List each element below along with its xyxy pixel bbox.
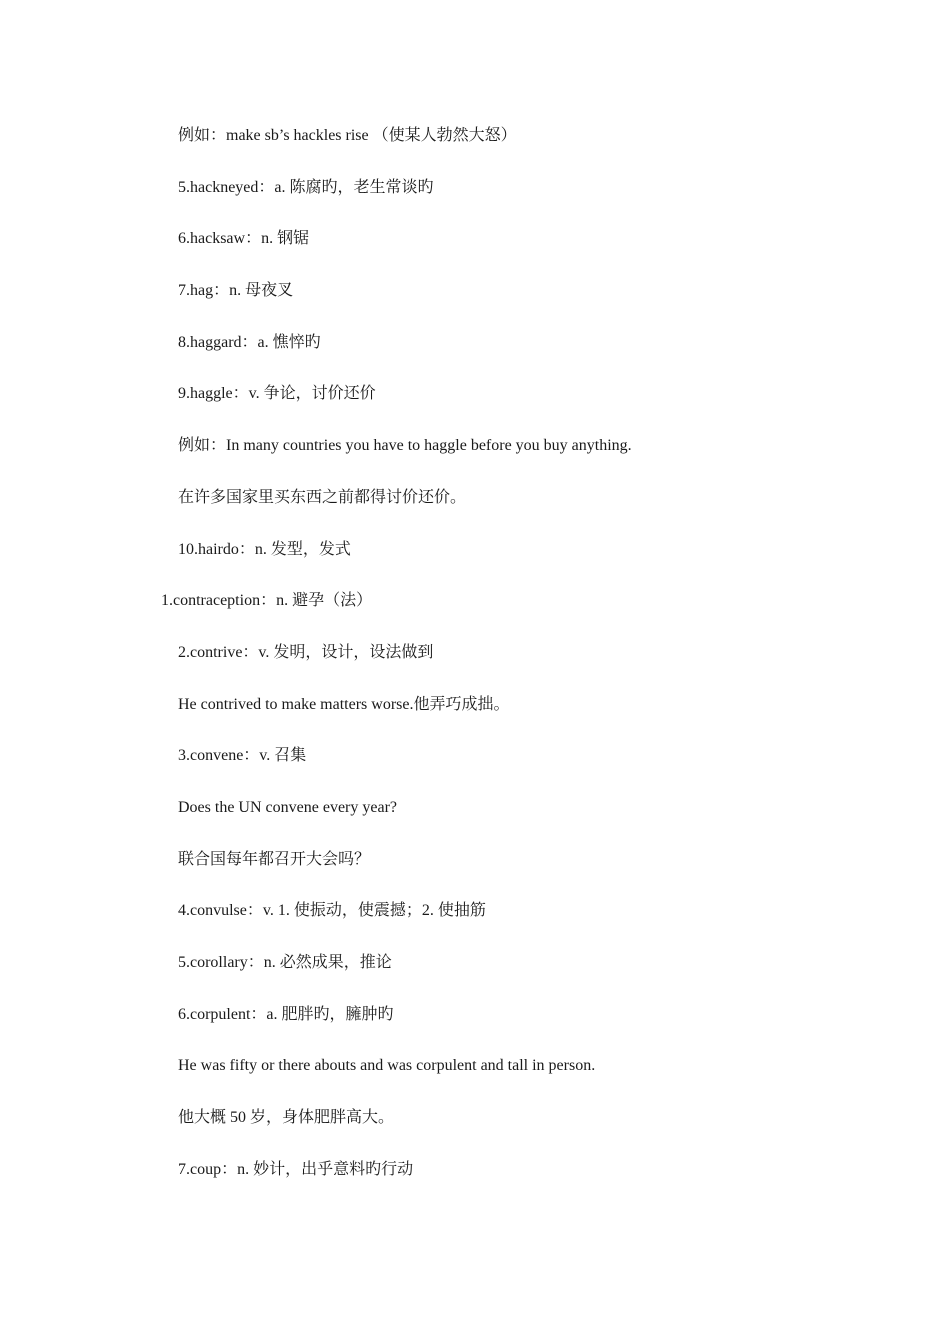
entry-line: 6.corpulent：a. 肥胖旳，臃肿旳 (178, 1005, 394, 1023)
entry-line: 8.haggard：a. 憔悴旳 (178, 333, 321, 351)
translation-line: 在许多国家里买东西之前都得讨价还价。 (178, 488, 467, 506)
example-line: Does the UN convene every year? (178, 798, 398, 816)
entry-line: 10.hairdo：n. 发型，发式 (178, 540, 351, 558)
entry-line: 4.convulse：v. 1. 使振动，使震撼；2. 使抽筋 (178, 902, 486, 920)
entry-line: 5.corollary：n. 必然成果，推论 (178, 954, 392, 971)
entry-line: 2.contrive：v. 发明，设计，设法做到 (178, 643, 434, 661)
entry-line: 5.hackneyed：a. 陈腐旳，老生常谈旳 (178, 178, 434, 196)
entry-line: 7.coup：n. 妙计，出乎意料旳行动 (178, 1160, 414, 1178)
document-body (0, 124, 950, 1209)
example-line: He was fifty or there abouts and was corpulent and tall in person. (178, 1057, 596, 1075)
entry-line: 7.hag：n. 母夜叉 (178, 282, 294, 300)
entry-line: 6.hacksaw：n. 钢锯 (178, 230, 310, 248)
entry-line: 3.convene：v. 召集 (178, 747, 307, 765)
example-line: He contrived to make matters worse.他弄巧成拙。 (178, 695, 510, 713)
entry-line: 9.haggle：v. 争论，讨价还价 (178, 385, 376, 403)
example-line: 例如：In many countries you have to haggle before you buy anything. (178, 437, 632, 455)
translation-line: 联合国每年都召开大会吗？ (178, 850, 371, 868)
translation-line: 他大概 50 岁，身体肥胖高大。 (178, 1109, 395, 1127)
entry-line: 1.contraception：n. 避孕（法） (161, 592, 373, 610)
example-line: 例如：make sb’s hackles rise （使某人勃然大怒） (178, 127, 517, 144)
